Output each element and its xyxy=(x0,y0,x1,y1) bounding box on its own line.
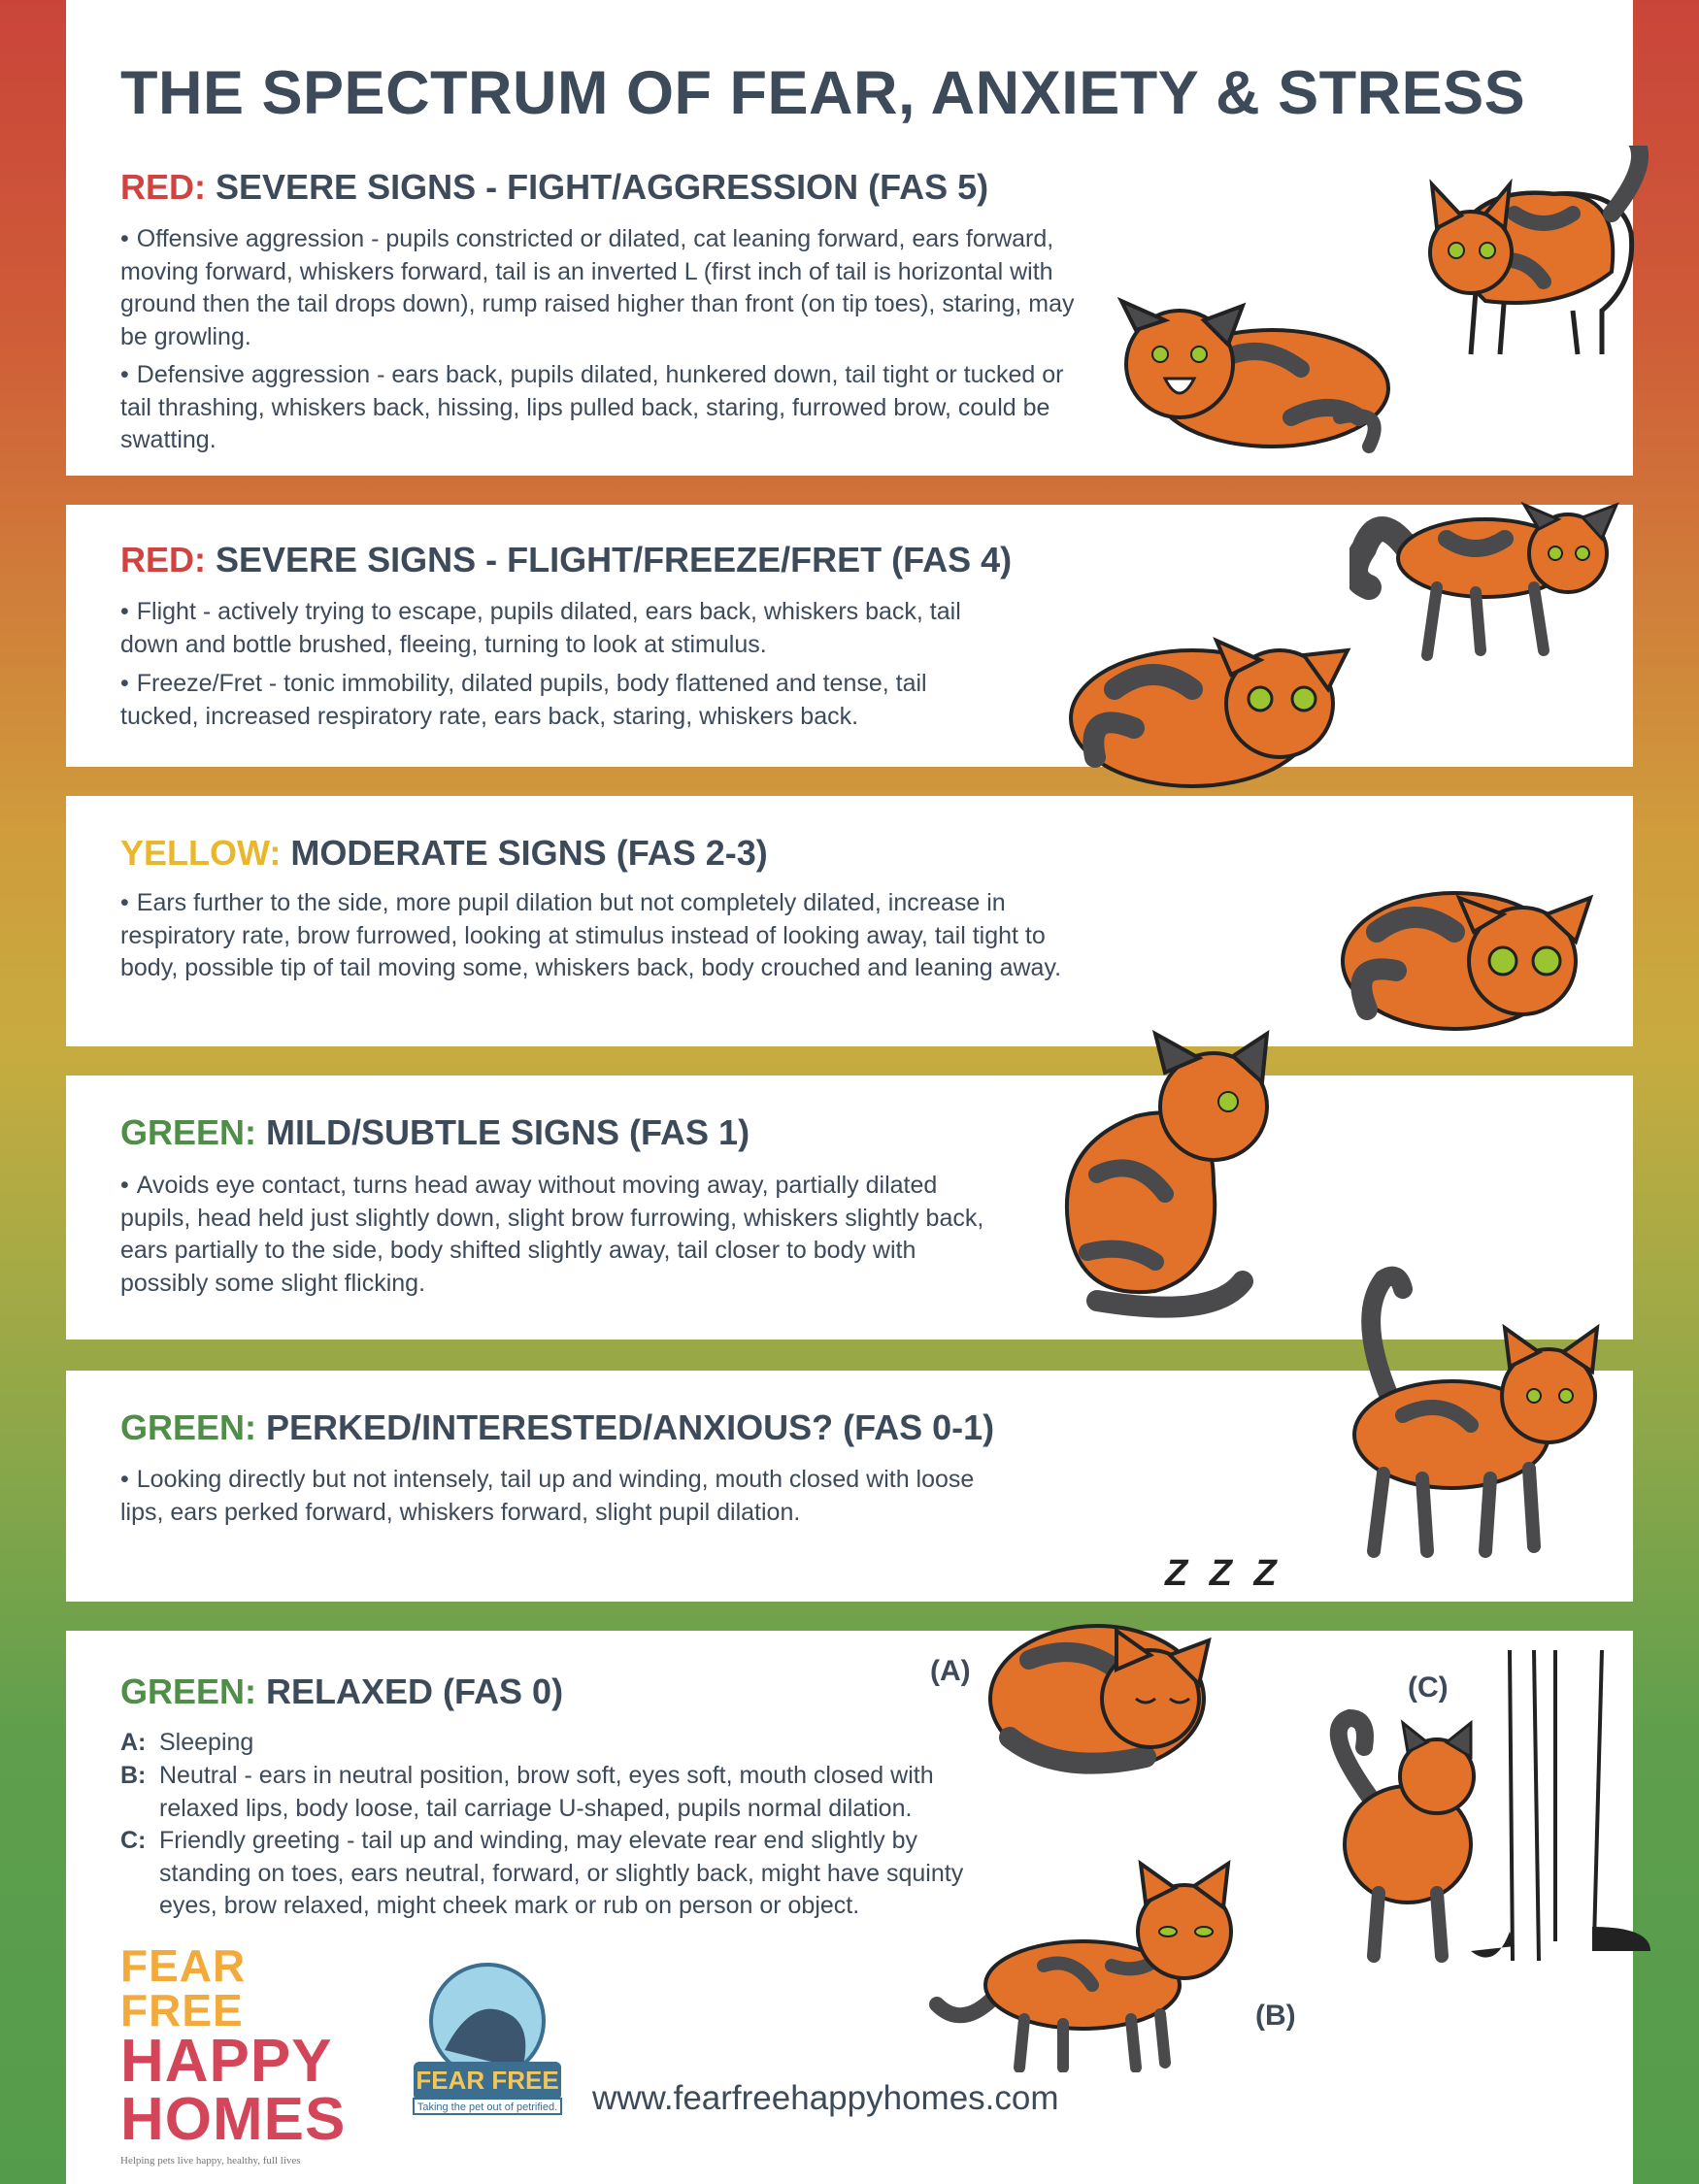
bullet-offensive: • Offensive aggression - pupils constricted or dilated, cat leaning forward, ears forward, moving forward, whiskers forward, tail is an inverted L (first inch of tail is horizontal with ground then the tail drops down), rump raised higher than front (on tip toes), staring, may be growling. xyxy=(120,225,1075,350)
neutral-cat-illustration xyxy=(927,1859,1257,2072)
section-heading-fas0 xyxy=(120,1671,563,1712)
heading-text: SEVERE SIGNS - FLIGHT/FREEZE/FRET (FAS 4) xyxy=(216,540,1013,579)
crouched-cat-illustration xyxy=(1328,854,1619,1039)
heading-text: MILD/SUBTLE SIGNS (FAS 1) xyxy=(266,1112,750,1152)
bullet-freeze: • Freeze/Fret - tonic immobility, dilated pupils, body flattened and tense, tail tucked, increased respiratory rate, ears back, staring, whiskers back. xyxy=(120,670,927,730)
relaxed-item-a: A: Sleeping xyxy=(120,1729,254,1756)
fear-free-badge xyxy=(406,1963,569,2118)
fear-free-badge-icon xyxy=(406,1963,569,2118)
section-heading-fas2-3 xyxy=(120,833,768,874)
bullet-moderate: • Ears further to the side, more pupil dilation but not completely dilated, increase in respiratory rate, brow furrowed, looking at stimulus instead of looking away, tail tight to body, possible tip of tail moving some, whiskers back, body crouched and leaning away. xyxy=(120,889,1062,981)
section-heading-fas5 xyxy=(120,167,988,208)
section-heading-fas4 xyxy=(120,540,1012,580)
svg-text:FEAR FREE: FEAR FREE xyxy=(416,2066,559,2095)
sleep-zzz: Z Z Z xyxy=(1165,1553,1283,1594)
heading-text: SEVERE SIGNS - FIGHT/AGGRESSION (FAS 5) xyxy=(216,167,989,207)
heading-text: RELAXED (FAS 0) xyxy=(266,1671,564,1711)
level-label: YELLOW: xyxy=(120,833,282,873)
bullet-perked: • Looking directly but not intensely, tail up and winding, mouth closed with loose lips, ears perked forward, whiskers forward, slight pupil dilation. xyxy=(120,1466,975,1526)
fear-free-happy-homes-logo: FEAR FREE HAPPY HOMES Helping pets live happy, healthy, full lives xyxy=(120,1940,347,2167)
level-label: GREEN: xyxy=(120,1671,257,1711)
bullet-flight: • Flight - actively trying to escape, pupils dilated, ears back, whiskers back, tail down and bottle brushed, fleeing, turning to look at stimulus. xyxy=(120,598,961,658)
perked-cat-illustration xyxy=(1325,1260,1636,1571)
level-label: RED: xyxy=(120,167,206,207)
label-c: (C) xyxy=(1408,1671,1449,1704)
website-link[interactable]: www.fearfreehappyhomes.com xyxy=(592,2079,1059,2117)
level-label: GREEN: xyxy=(120,1112,257,1152)
section-heading-fas1 xyxy=(120,1112,750,1153)
label-a: (A) xyxy=(930,1655,971,1687)
sleeping-cat-illustration xyxy=(981,1602,1243,1776)
heading-text: PERKED/INTERESTED/ANXIOUS? (FAS 0-1) xyxy=(266,1407,995,1447)
label-b: (B) xyxy=(1255,2000,1296,2032)
relaxed-item-c: C: Friendly greeting - tail up and winding, may elevate rear end slightly by standing on toes, ears neutral, forward, or slightly back, might have squinty eyes, brow relaxed, might cheek mark or rub on person or object. xyxy=(120,1827,964,1919)
frozen-cat-illustration xyxy=(1056,621,1396,796)
level-label: RED: xyxy=(120,540,206,579)
greeting-cat-illustration xyxy=(1301,1650,1660,1980)
bullet-mild: • Avoids eye contact, turns head away without moving away, partially dilated pupils, head held just slightly down, slight brow furrowing, whiskers slightly back, ears partially to the side, body shifted slightly away, tail closer to body with possibly some slight flicking. xyxy=(120,1172,984,1297)
level-label: GREEN: xyxy=(120,1407,257,1447)
offensive-cat-illustration xyxy=(1408,146,1650,369)
bullet-defensive: • Defensive aggression - ears back, pupils dilated, hunkered down, tail tight or tucked or tail thrashing, whiskers back, hissing, lips pulled back, staring, furrowed brow, could be swatting. xyxy=(120,361,1064,453)
sitting-cat-illustration xyxy=(1019,1029,1311,1320)
page-title: THE SPECTRUM OF FEAR, ANXIETY & STRESS xyxy=(120,59,1526,127)
heading-text: MODERATE SIGNS (FAS 2-3) xyxy=(290,833,768,873)
relaxed-item-b: B: Neutral - ears in neutral position, brow soft, eyes soft, mouth closed with relaxed lips, body loose, tail carriage U-shaped, pupils normal dilation. xyxy=(120,1762,934,1822)
svg-text:Taking the pet out of petrifie: Taking the pet out of petrified. xyxy=(416,2101,558,2113)
section-heading-fas0-1 xyxy=(120,1407,994,1448)
defensive-cat-illustration xyxy=(1097,291,1408,461)
